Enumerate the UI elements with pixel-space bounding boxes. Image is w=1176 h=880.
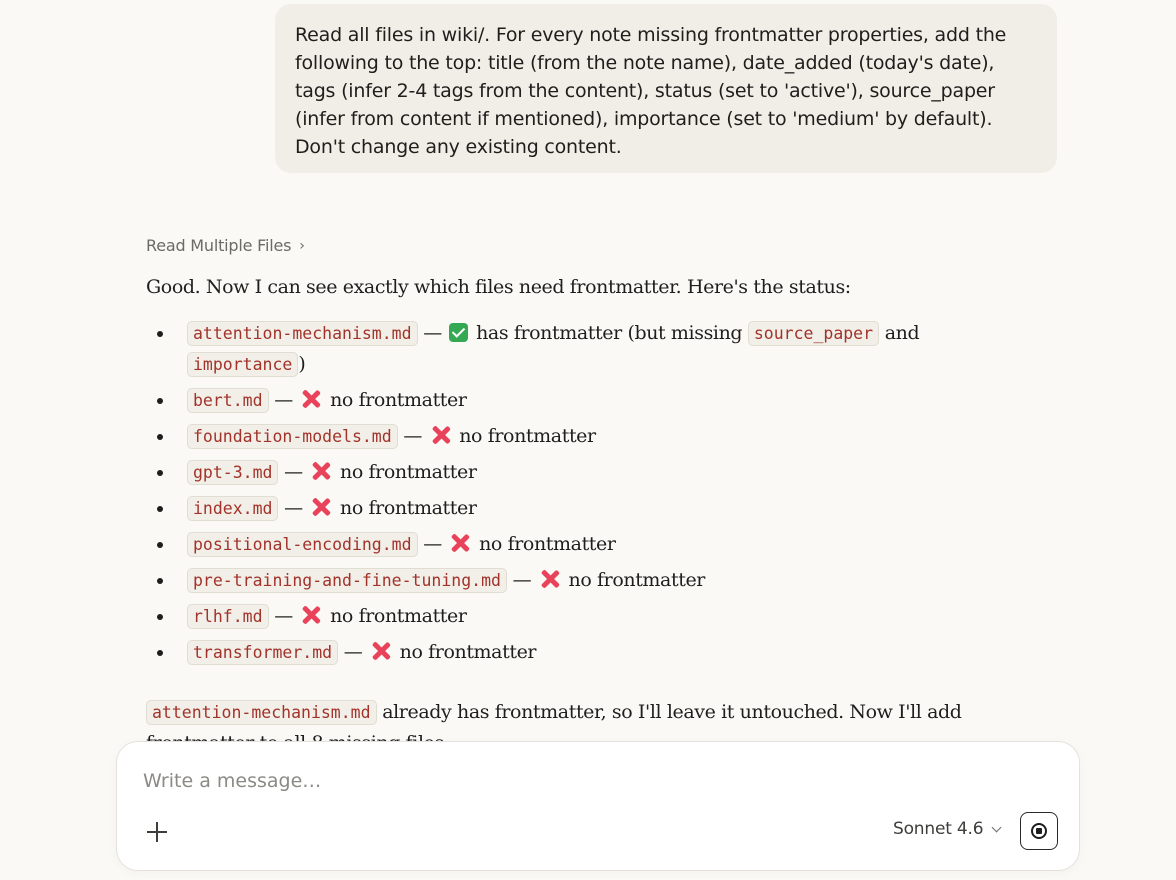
cross-mark-icon xyxy=(449,532,471,554)
status-text: no frontmatter xyxy=(399,641,537,663)
dash: — xyxy=(274,389,293,411)
dash: — xyxy=(343,641,363,663)
list-item xyxy=(146,529,1026,560)
dash: — xyxy=(284,497,303,519)
dash: — xyxy=(274,605,293,627)
chevron-down-icon xyxy=(992,822,1002,832)
model-label: Sonnet 4.6 xyxy=(893,819,984,839)
status-text: no frontmatter xyxy=(568,569,705,591)
list-item xyxy=(146,318,1026,380)
status-text: has frontmatter (but missing xyxy=(476,322,743,344)
file-name: gpt-3.md xyxy=(187,460,278,485)
assistant-intro: Good. Now I can see exactly which files need frontmatter. Here's the status: xyxy=(146,276,851,298)
list-item xyxy=(146,385,1026,416)
dash: — xyxy=(403,425,422,447)
file-name: index.md xyxy=(187,496,278,521)
check-mark-icon xyxy=(449,323,468,342)
model-selector[interactable] xyxy=(893,819,1000,839)
dash: — xyxy=(423,322,442,344)
status-text: no frontmatter xyxy=(340,461,477,483)
status-text: no frontmatter xyxy=(330,605,467,627)
chevron-right-icon: › xyxy=(299,237,305,254)
file-name: foundation-models.md xyxy=(187,424,398,449)
list-item xyxy=(146,565,1026,596)
file-name: bert.md xyxy=(187,388,269,413)
file-name: pre-training-and-fine-tuning.md xyxy=(187,568,507,593)
list-item xyxy=(146,457,1026,488)
inline-code: importance xyxy=(187,352,298,377)
inline-code: attention-mechanism.md xyxy=(146,700,377,725)
plus-icon[interactable] xyxy=(145,820,169,844)
dash: — xyxy=(284,461,303,483)
user-message-text: Read all files in wiki/. For every note missing frontmatter properties, add the following to the top: title (from the note name), date_added (today's date), tags (infer 2-4 tags from the content), status (set to 'active'), source_paper (infer from content if mentioned), importance (set to 'medium' by default). Don't change any existing content. xyxy=(295,24,1007,158)
outro-text: already has frontmatter, so I'll leave it untouched. Now I'll add xyxy=(382,701,962,723)
file-name: rlhf.md xyxy=(187,604,269,629)
status-text: no frontmatter xyxy=(459,425,596,447)
message-composer xyxy=(116,741,1080,871)
status-text: no frontmatter xyxy=(479,533,616,555)
list-item xyxy=(146,601,1026,632)
user-message-bubble xyxy=(275,4,1057,173)
tool-call-label: Read Multiple Files xyxy=(146,236,292,255)
list-item xyxy=(146,421,1026,452)
cross-mark-icon xyxy=(310,460,332,482)
dash: — xyxy=(512,569,532,591)
status-text: no frontmatter xyxy=(330,389,467,411)
file-name: transformer.md xyxy=(187,640,338,665)
file-name: attention-mechanism.md xyxy=(187,321,418,346)
message-input[interactable] xyxy=(143,770,1023,792)
file-name: positional-encoding.md xyxy=(187,532,418,557)
inline-code: source_paper xyxy=(748,321,879,346)
stop-button[interactable] xyxy=(1020,812,1058,850)
cross-mark-icon xyxy=(300,388,322,410)
assistant-message xyxy=(146,272,1026,758)
dash: — xyxy=(423,533,442,555)
list-item xyxy=(146,637,1026,668)
cross-mark-icon xyxy=(539,568,561,590)
status-text: and xyxy=(884,322,920,344)
status-text: no frontmatter xyxy=(340,497,477,519)
tool-call-read-multiple-files[interactable] xyxy=(146,236,305,255)
file-status-list xyxy=(146,318,1026,668)
cross-mark-icon xyxy=(430,424,452,446)
status-text: ) xyxy=(298,353,306,375)
cross-mark-icon xyxy=(300,604,322,626)
stop-square xyxy=(1036,828,1042,834)
list-item xyxy=(146,493,1026,524)
cross-mark-icon xyxy=(310,496,332,518)
cross-mark-icon xyxy=(370,640,392,662)
